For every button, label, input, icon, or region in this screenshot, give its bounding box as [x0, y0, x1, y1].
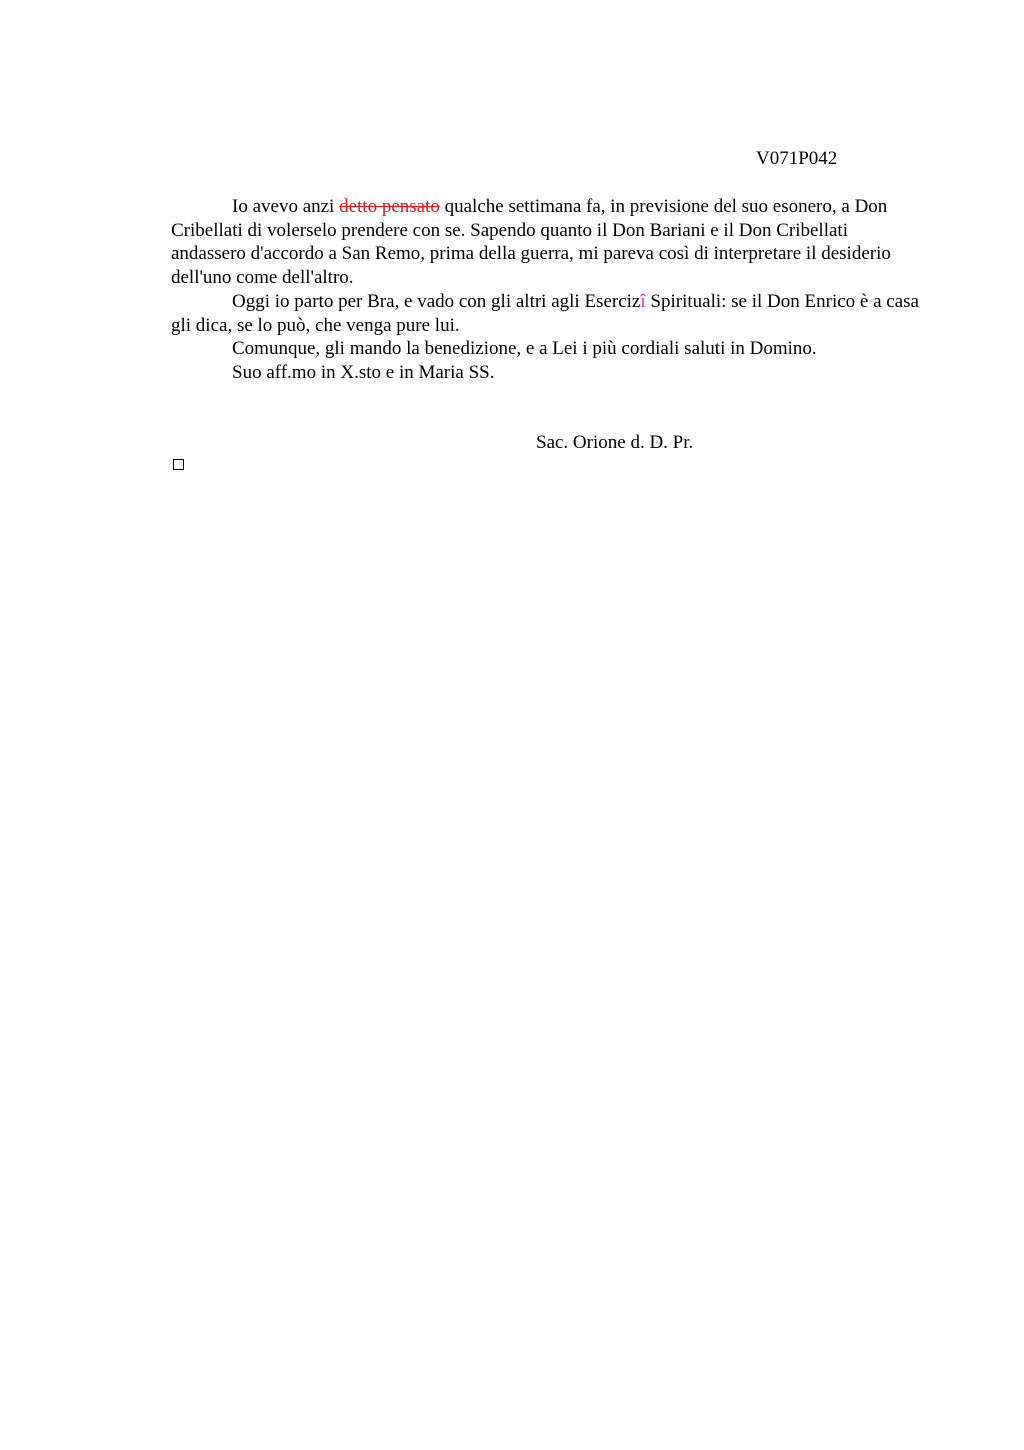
highlighted-character: î	[640, 290, 646, 312]
paragraph-1-start: Io avevo anzi	[232, 196, 340, 217]
paragraph-1	[171, 195, 927, 290]
letter-body	[171, 195, 927, 385]
paragraph-3: Comunque, gli mando la benedizione, e a Lei i più cordiali saluti in Domino.	[232, 338, 817, 360]
paragraph-1-rest: qualche settimana fa, in previsione del suo esonero, a Don Cribellati di volerselo prendere con se. Sapendo quanto il Don Bariani e il Don Cribellati andassero d'accordo a San Remo, prima della guerra, mi pareva così di interpretare il desiderio dell'uno come dell'altro.	[171, 196, 891, 289]
struck-through-text: detto pensato	[339, 196, 440, 217]
document-code: V071P042	[756, 148, 838, 169]
closing-line: Suo aff.mo in X.sto e in Maria SS.	[232, 361, 495, 383]
end-marker-box	[173, 459, 184, 470]
paragraph-2	[171, 290, 927, 337]
signature: Sac. Orione d. D. Pr.	[536, 432, 694, 453]
paragraph-2-start: Oggi io parto per Bra, e vado con gli altri agli Eserciz	[232, 290, 641, 312]
paragraph-2-rest: Spirituali: se il Don Enrico è a casa gli dica, se lo può, che venga pure lui.	[171, 290, 919, 336]
